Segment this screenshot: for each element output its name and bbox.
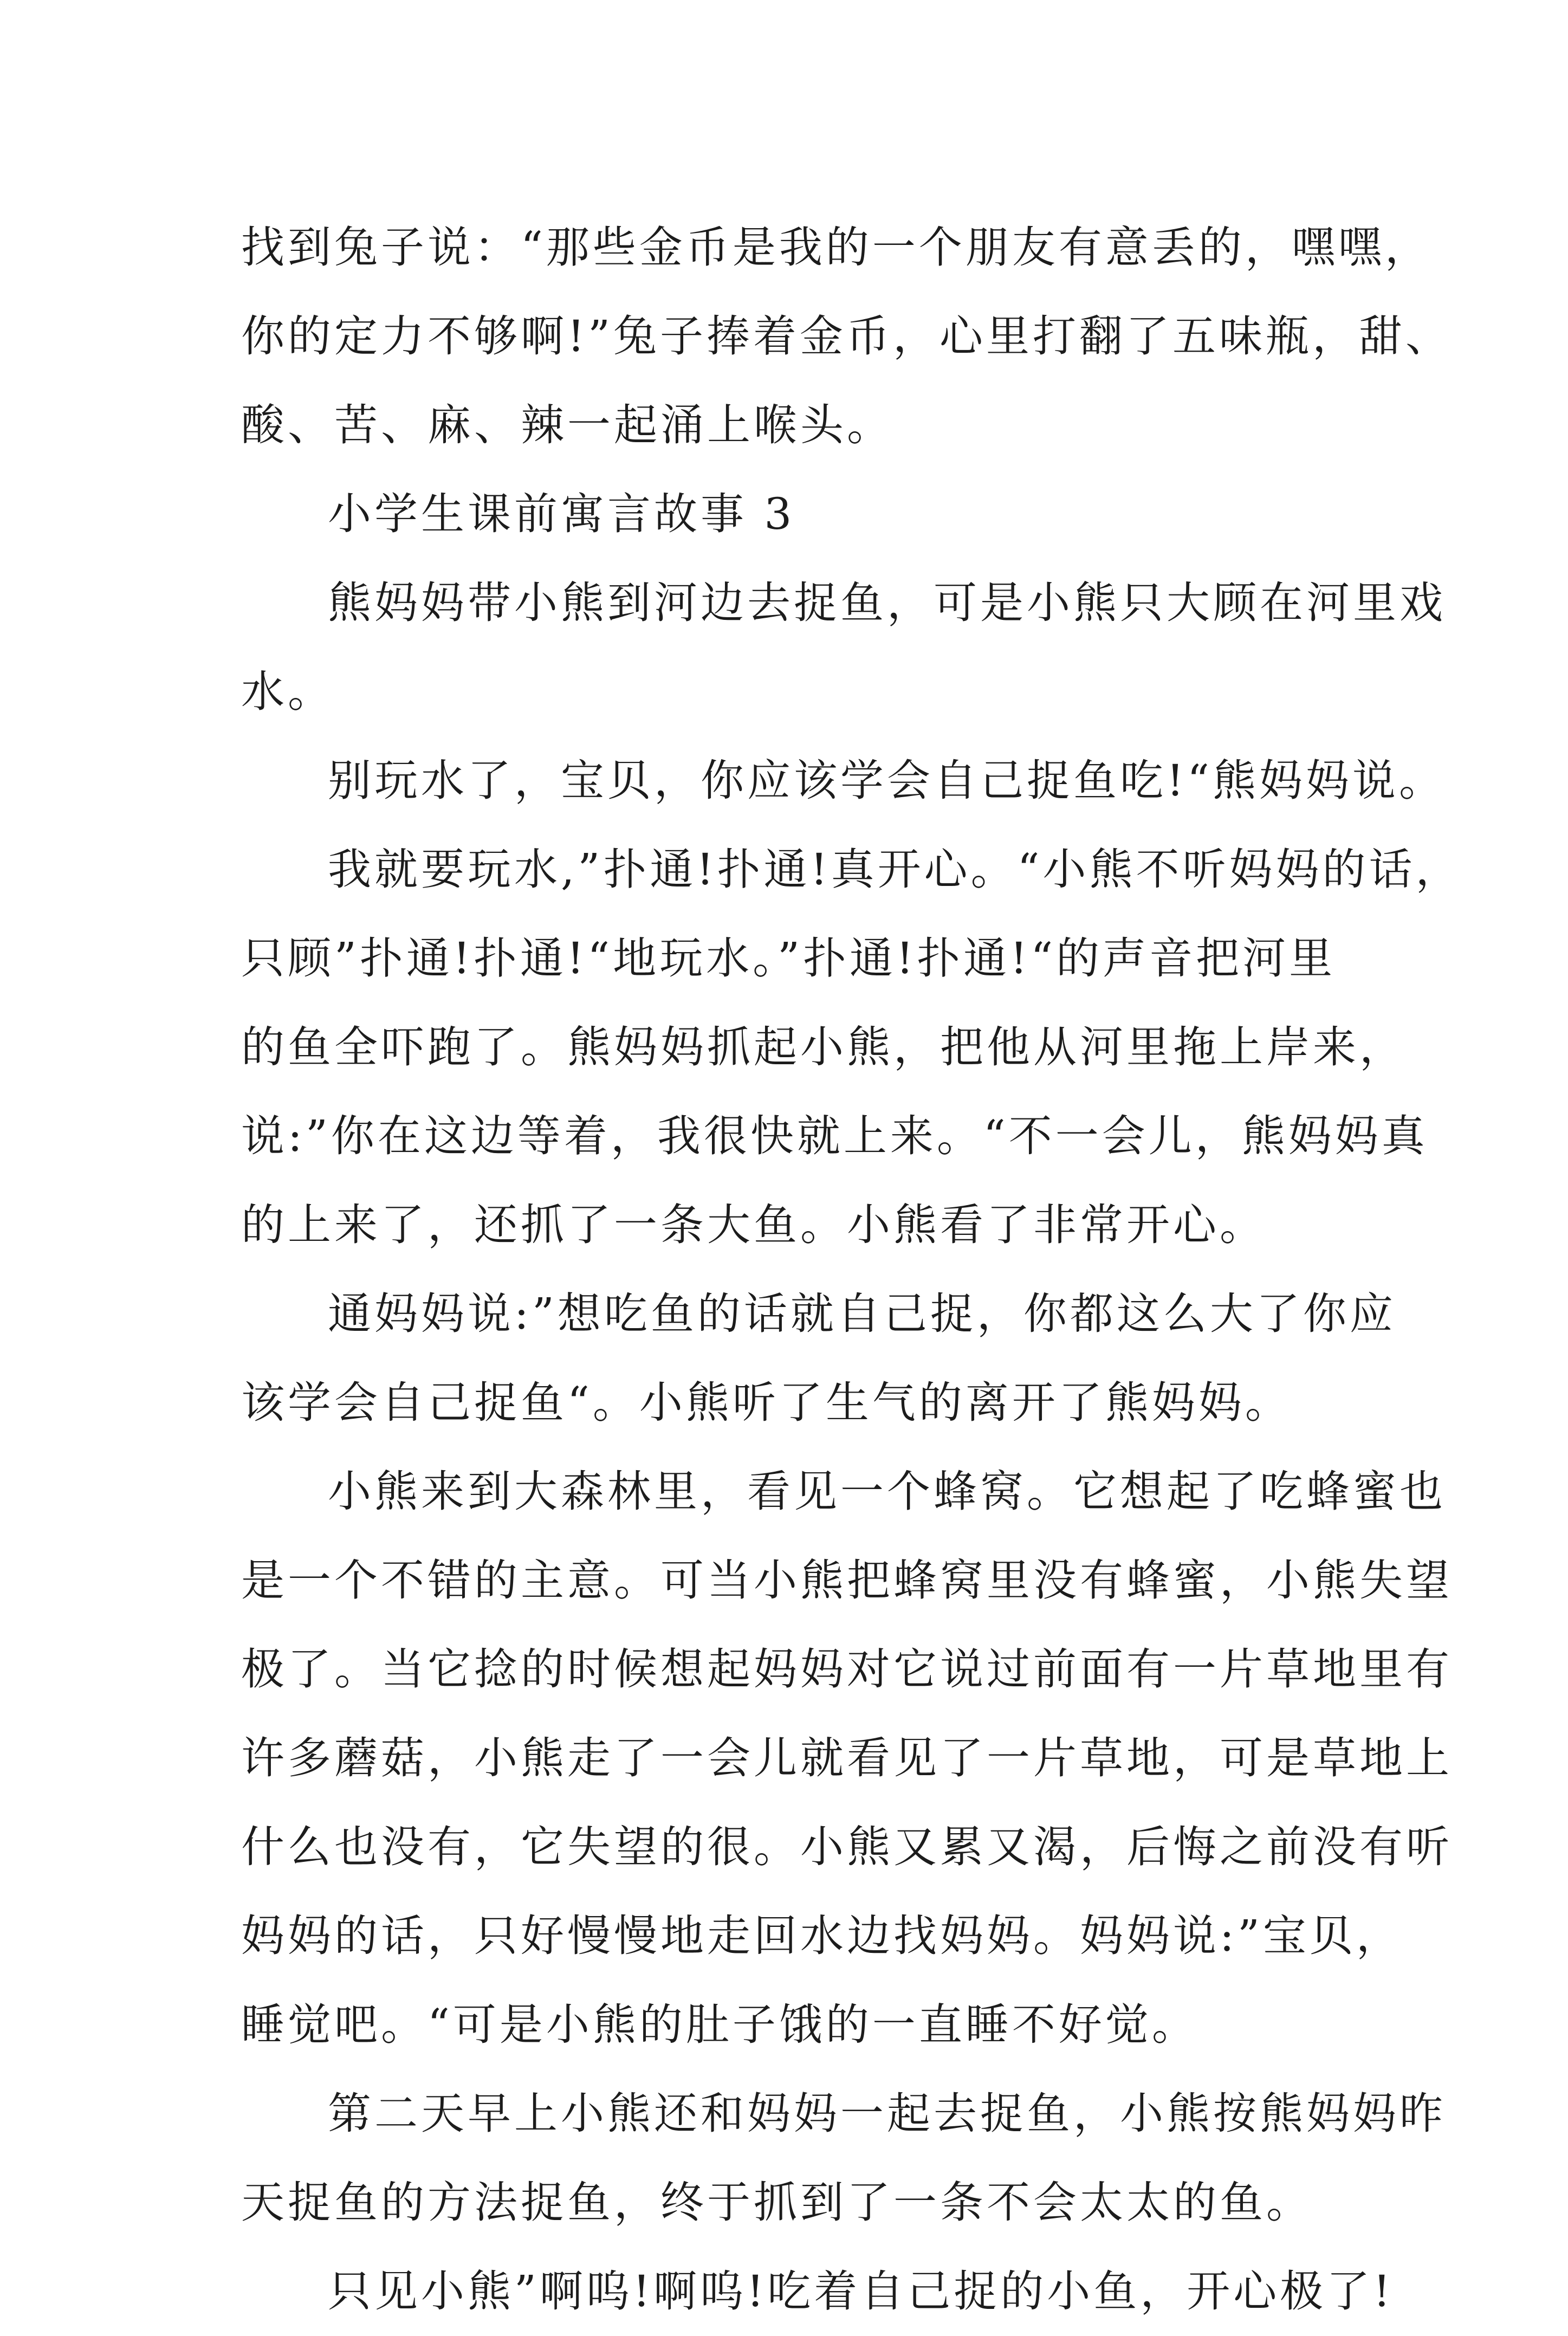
text-line: 只见小熊”啊呜!啊呜!吃着自己捉的小鱼，开心极了! <box>328 2266 1394 2316</box>
text-line: 说:”你在这边等着，我很快就上来。“不一会儿，熊妈妈真 <box>241 1111 1428 1161</box>
text-line: 妈妈的话，只好慢慢地走回水边找妈妈。妈妈说:”宝贝， <box>241 1911 1403 1961</box>
text-line: 通妈妈说:”想吃鱼的话就自己捉，你都这么大了你应 <box>328 1289 1396 1339</box>
document-body <box>241 203 1462 2336</box>
text-line: 睡觉吧。“可是小熊的肚子饿的一直睡不好觉。 <box>241 1999 1198 2050</box>
text-line: 小熊来到大森林里，看见一个蜂窝。它想起了吃蜂蜜也 <box>328 1466 1446 1517</box>
text-line: 只顾”扑通!扑通!“地玩水。”扑通!扑通!“的声音把河里 <box>241 933 1336 983</box>
text-line: 天捉鱼的方法捉鱼，终于抓到了一条不会太太的鱼。 <box>241 2177 1313 2228</box>
text-line: 酸、苦、麻、辣一起涌上喉头。 <box>241 400 893 450</box>
text-line: 许多蘑菇，小熊走了一会儿就看见了一片草地，可是草地上 <box>241 1733 1453 1783</box>
section-heading: 小学生课前寓言故事 3 <box>328 489 795 539</box>
text-line: 极了。当它捻的时候想起妈妈对它说过前面有一片草地里有 <box>241 1644 1453 1694</box>
text-line: 我就要玩水,”扑通!扑通!真开心。“小熊不听妈妈的话， <box>328 844 1462 895</box>
text-line: 什么也没有，它失望的很。小熊又累又渴，后悔之前没有听 <box>241 1822 1453 1872</box>
text-line: 找到兔子说：“那些金币是我的一个朋友有意丢的，嘿嘿， <box>241 222 1431 273</box>
text-line: 熊妈妈带小熊到河边去捉鱼，可是小熊只大顾在河里戏 <box>328 578 1446 628</box>
text-line: 别玩水了，宝贝，你应该学会自己捉鱼吃!“熊妈妈说。 <box>328 755 1446 806</box>
text-line: 的上来了，还抓了一条大鱼。小熊看了非常开心。 <box>241 1200 1266 1250</box>
text-line: 第二天早上小熊还和妈妈一起去捉鱼，小熊按熊妈妈昨 <box>328 2088 1446 2139</box>
text-line: 该学会自己捉鱼“。小熊听了生气的离开了熊妈妈。 <box>241 1377 1292 1428</box>
text-line: 是一个不错的主意。可当小熊把蜂窝里没有蜂蜜，小熊失望 <box>241 1555 1453 1606</box>
text-line: 的鱼全吓跑了。熊妈妈抓起小熊，把他从河里拖上岸来， <box>241 1022 1406 1072</box>
text-line: 你的定力不够啊!”兔子捧着金币，心里打翻了五味瓶，甜、 <box>241 311 1453 361</box>
text-line: 水。 <box>241 666 334 717</box>
